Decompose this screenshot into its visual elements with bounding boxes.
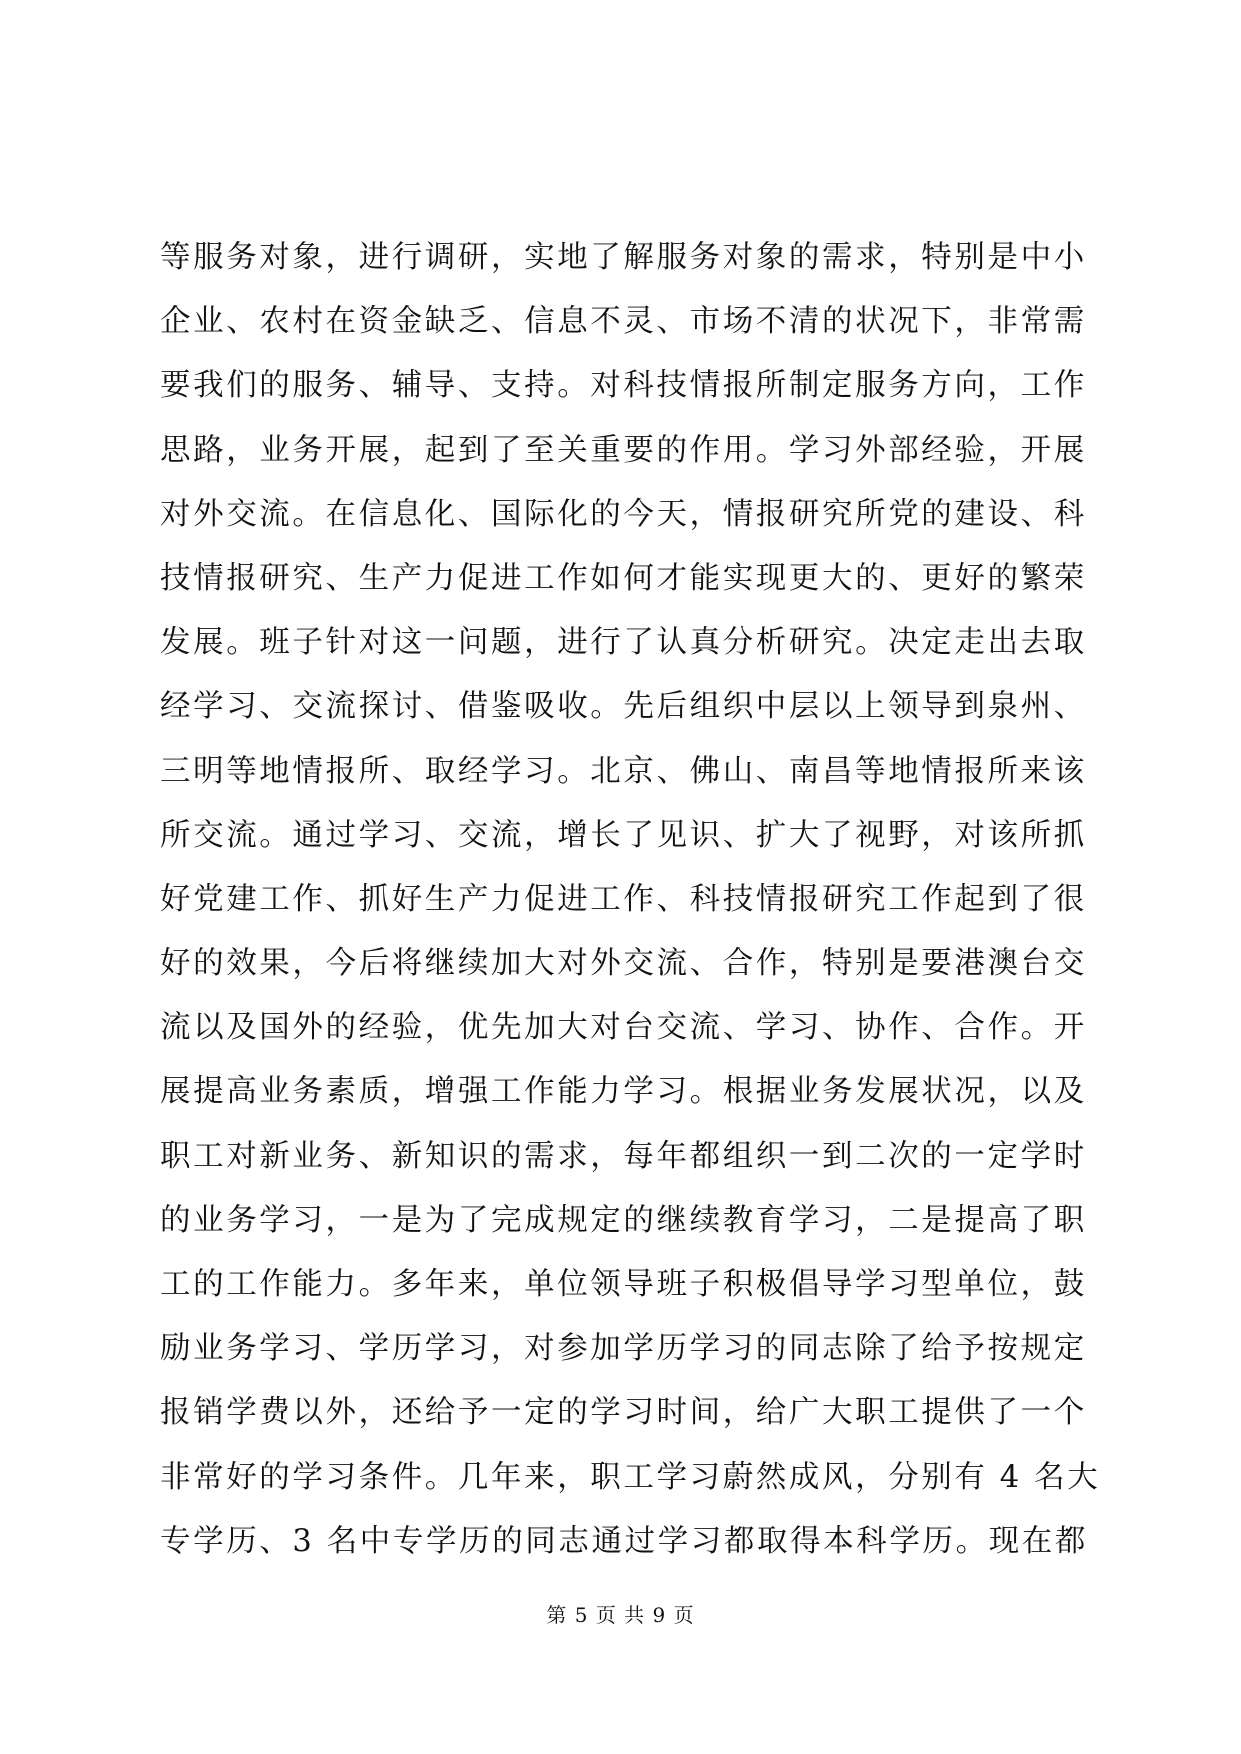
- text-line: 对外交流。在信息化、国际化的今天，情报研究所党的建设、科: [160, 496, 1087, 532]
- text-line: 三明等地情报所、取经学习。北京、佛山、南昌等地情报所来该: [160, 753, 1087, 789]
- text-line: 经学习、交流探讨、借鉴吸收。先后组织中层以上领导到泉州、: [160, 689, 1087, 725]
- text-line: 发展。班子针对这一问题，进行了认真分析研究。决定走出去取: [160, 625, 1087, 661]
- body-text: [160, 226, 1100, 1574]
- text-line: 要我们的服务、辅导、支持。对科技情报所制定服务方向，工作: [160, 368, 1087, 404]
- page-number-footer: 第 5 页 共 9 页: [546, 1603, 695, 1627]
- text-line: 所交流。通过学习、交流，增长了见识、扩大了视野，对该所抓: [160, 817, 1087, 853]
- text-line: 等服务对象，进行调研，实地了解服务对象的需求，特别是中小: [160, 240, 1087, 275]
- text-line: 思路，业务开展，起到了至关重要的作用。学习外部经验，开展: [160, 432, 1087, 468]
- text-line: 技情报研究、生产力促进工作如何才能实现更大的、更好的繁荣: [160, 560, 1087, 596]
- text-line: 好的效果，今后将继续加大对外交流、合作，特别是要港澳台交: [160, 946, 1087, 982]
- text-line: 好党建工作、抓好生产力促进工作、科技情报研究工作起到了很: [160, 881, 1087, 917]
- text-line: 流以及国外的经验，优先加大对台交流、学习、协作、合作。开: [160, 1010, 1087, 1046]
- text-line: 非常好的学习条件。几年来，职工学习蔚然成风，分别有 4 名大: [160, 1459, 1101, 1495]
- text-line: 工的工作能力。多年来，单位领导班子积极倡导学习型单位，鼓: [160, 1267, 1087, 1302]
- text-line: 展提高业务素质，增强工作能力学习。根据业务发展状况，以及: [160, 1074, 1087, 1110]
- text-line: 专学历、3 名中专学历的同志通过学习都取得本科学历。现在都: [160, 1523, 1088, 1559]
- text-line: 的业务学习，一是为了完成规定的继续教育学习，二是提高了职: [160, 1202, 1087, 1238]
- text-line: 励业务学习、学历学习，对参加学历学习的同志除了给予按规定: [160, 1331, 1087, 1367]
- text-line: 企业、农村在资金缺乏、信息不灵、市场不清的状况下，非常需: [160, 304, 1087, 340]
- text-line: 职工对新业务、新知识的需求，每年都组织一到二次的一定学时: [160, 1138, 1087, 1174]
- text-line: 报销学费以外，还给予一定的学习时间，给广大职工提供了一个: [160, 1395, 1087, 1431]
